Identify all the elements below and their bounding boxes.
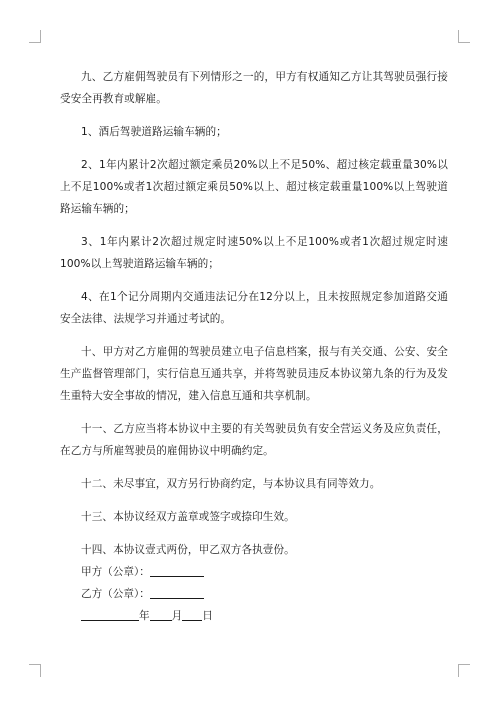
clause-14: 十四、本协议壹式两份，甲乙双方各执壹份。 xyxy=(81,544,295,556)
page-corner-mark-top-right xyxy=(458,30,470,43)
clause-11: 十一、乙方应当将本协议中主要的有关驾驶员负有安全营运义务及应负责任，在乙方与所雇驾驶员的雇佣协议中明确约定。 xyxy=(60,423,448,457)
page-corner-mark-bottom-right xyxy=(458,664,470,677)
year-blank xyxy=(81,608,139,621)
clause-9-item-1: 1、酒后驾驶道路运输车辆的； xyxy=(81,126,227,138)
year-label: 年 xyxy=(139,610,150,622)
party-a-signature-line xyxy=(60,561,448,583)
day-blank xyxy=(182,608,202,621)
month-blank xyxy=(150,608,172,621)
clause-13: 十三、本协议经双方盖章或签字或捺印生效。 xyxy=(81,511,295,523)
date-line xyxy=(60,605,448,627)
party-b-signature-line xyxy=(60,583,448,605)
clause-9-item-3: 3、1年内累计2次超过规定时速50%以上不足100%或者1次超过规定时速100%以上驾驶道路运输车辆的； xyxy=(60,236,448,270)
clause-9-item-4: 4、在1个记分周期内交通违法记分在12分以上，且未按照规定参加道路交通安全法律、法规学习并通过考试的。 xyxy=(60,291,448,325)
party-b-blank xyxy=(150,586,204,599)
clause-9-item-2: 2、1年内累计2次超过额定乘员20%以上不足50%、超过核定载重量30%以上不足100%或者1次超过额定乘员50%以上、超过核定载重量100%以上驾驶道路运输车辆的； xyxy=(60,159,448,215)
month-label: 月 xyxy=(171,610,183,622)
clause-10: 十、甲方对乙方雇佣的驾驶员建立电子信息档案，报与有关交通、公安、安全生产监督管理部门，实行信息互通共享，并将驾驶员违反本协议第九条的行为及发生重特大安全事故的情况，建入信息互通和共享机制。 xyxy=(60,346,448,402)
day-label: 日 xyxy=(202,610,213,622)
party-a-label: 甲方（公章）： xyxy=(81,566,150,578)
party-a-blank xyxy=(150,564,204,577)
page-corner-mark-bottom-left xyxy=(29,664,41,677)
party-b-label: 乙方（公章）： xyxy=(81,588,150,600)
clause-12: 十二、未尽事宜，双方另行协商约定，与本协议具有同等效力。 xyxy=(81,478,381,490)
document-page xyxy=(60,66,448,627)
clause-9: 九、乙方雇佣驾驶员有下列情形之一的，甲方有权通知乙方让其驾驶员强行接受安全再教育或解雇。 xyxy=(60,71,448,105)
page-corner-mark-top-left xyxy=(29,30,41,43)
